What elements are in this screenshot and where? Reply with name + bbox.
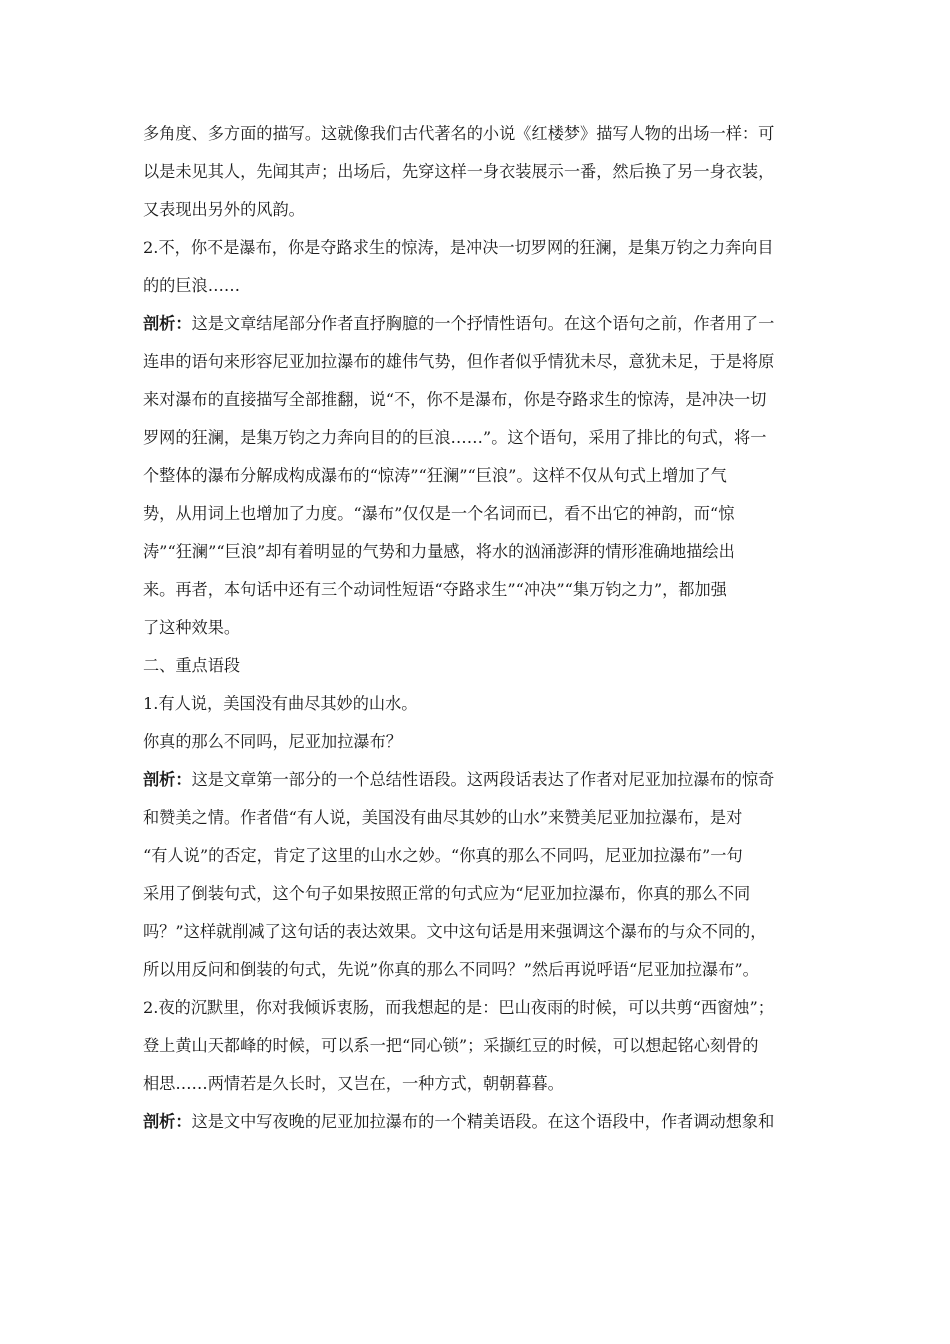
text-line bbox=[143, 921, 813, 943]
text-line bbox=[143, 541, 813, 563]
line-text: 多角度、多方面的描写。这就像我们古代著名的小说《红楼梦》描写人物的出场一样：可 bbox=[143, 124, 775, 143]
line-text: 涛”“狂澜”“巨浪”却有着明显的气势和力量感，将水的汹涌澎湃的情形准确地描绘出 bbox=[143, 542, 735, 561]
line-text: 登上黄山天都峰的时候，可以系一把“同心锁”；采撷红豆的时候，可以想起铭心刻骨的 bbox=[143, 1036, 759, 1055]
line-text: 罗网的狂澜，是集万钧之力奔向目的的巨浪……”。这个语句，采用了排比的句式，将一 bbox=[143, 428, 767, 447]
text-line bbox=[143, 731, 813, 753]
analysis-label: 剖析： bbox=[143, 314, 192, 333]
line-text: 又表现出另外的风韵。 bbox=[143, 200, 305, 219]
text-line bbox=[143, 275, 813, 297]
text-line bbox=[143, 807, 813, 829]
line-text: 的的巨浪…… bbox=[143, 276, 241, 295]
section-heading bbox=[143, 655, 813, 677]
text-line bbox=[143, 997, 813, 1019]
text-line bbox=[143, 199, 813, 221]
text-line bbox=[143, 465, 813, 487]
analysis-line bbox=[143, 313, 813, 335]
line-text: 势，从用词上也增加了力度。“瀑布”仅仅是一个名词而已，看不出它的神韵，而“惊 bbox=[143, 504, 735, 523]
line-text: 这是文章第一部分的一个总结性语段。这两段话表达了作者对尼亚加拉瀑布的惊奇 bbox=[191, 770, 775, 789]
text-line bbox=[143, 883, 813, 905]
text-line bbox=[143, 427, 813, 449]
line-text: 了这种效果。 bbox=[143, 618, 241, 637]
line-text: 这是文中写夜晚的尼亚加拉瀑布的一个精美语段。在这个语段中，作者调动想象和 bbox=[191, 1112, 775, 1131]
line-text: 来。再者，本句话中还有三个动词性短语“夺路求生”“冲决”“集万钧之力”，都加强 bbox=[143, 580, 727, 599]
text-line bbox=[143, 959, 813, 981]
text-line bbox=[143, 1035, 813, 1057]
analysis-label: 剖析： bbox=[143, 770, 192, 789]
line-text: 相思……两情若是久长时，又岂在，一种方式，朝朝暮暮。 bbox=[143, 1074, 564, 1093]
text-line bbox=[143, 617, 813, 639]
text-line bbox=[143, 503, 813, 525]
line-text: “有人说”的否定，肯定了这里的山水之妙。“你真的那么不同吗，尼亚加拉瀑布”一句 bbox=[143, 846, 743, 865]
text-line bbox=[143, 845, 813, 867]
line-text: 吗？”这样就削减了这句话的表达效果。文中这句话是用来强调这个瀑布的与众不同的， bbox=[143, 922, 767, 941]
line-text: 2.夜的沉默里，你对我倾诉衷肠，而我想起的是：巴山夜雨的时候，可以共剪“西窗烛”； bbox=[143, 998, 774, 1017]
text-line bbox=[143, 389, 813, 411]
analysis-label: 剖析： bbox=[143, 1112, 192, 1131]
line-text: 二、重点语段 bbox=[143, 656, 241, 675]
text-line bbox=[143, 579, 813, 601]
text-line bbox=[143, 1073, 813, 1095]
analysis-line bbox=[143, 1111, 813, 1133]
line-text: 2.不，你不是瀑布，你是夺路求生的惊涛，是冲决一切罗网的狂澜，是集万钧之力奔向目 bbox=[143, 238, 774, 257]
line-text: 1.有人说，美国没有曲尽其妙的山水。 bbox=[143, 694, 418, 713]
text-line bbox=[143, 123, 813, 145]
line-text: 个整体的瀑布分解成构成瀑布的“惊涛”“狂澜”“巨浪”。这样不仅从句式上增加了气 bbox=[143, 466, 727, 485]
line-text: 和赞美之情。作者借“有人说，美国没有曲尽其妙的山水”来赞美尼亚加拉瀑布，是对 bbox=[143, 808, 743, 827]
line-text: 所以用反问和倒装的句式，先说”你真的那么不同吗？”然后再说呼语“尼亚加拉瀑布”。 bbox=[143, 960, 759, 979]
text-line bbox=[143, 351, 813, 373]
line-text: 你真的那么不同吗，尼亚加拉瀑布？ bbox=[143, 732, 402, 751]
line-text: 采用了倒装句式，这个句子如果按照正常的句式应为“尼亚加拉瀑布，你真的那么不同 bbox=[143, 884, 751, 903]
analysis-line bbox=[143, 769, 813, 791]
line-text: 来对瀑布的直接描写全部推翻，说“不，你不是瀑布，你是夺路求生的惊涛，是冲决一切 bbox=[143, 390, 767, 409]
line-text: 以是未见其人，先闻其声；出场后，先穿这样一身衣装展示一番，然后换了另一身衣装， bbox=[143, 162, 775, 181]
text-line bbox=[143, 161, 813, 183]
text-line bbox=[143, 693, 813, 715]
text-line bbox=[143, 237, 813, 259]
line-text: 这是文章结尾部分作者直抒胸臆的一个抒情性语句。在这个语句之前，作者用了一 bbox=[191, 314, 775, 333]
line-text: 连串的语句来形容尼亚加拉瀑布的雄伟气势，但作者似乎情犹未尽，意犹未足，于是将原 bbox=[143, 352, 775, 371]
